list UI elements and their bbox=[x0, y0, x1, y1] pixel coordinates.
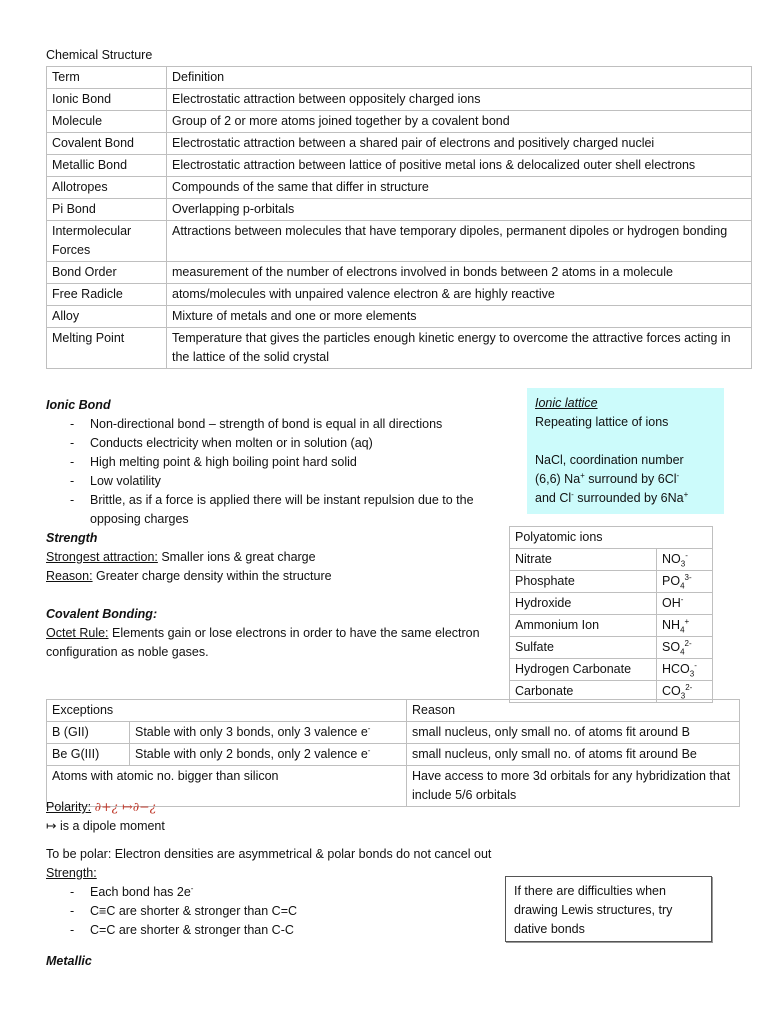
table-row bbox=[47, 284, 752, 306]
text: and Cl bbox=[535, 491, 572, 505]
table-row bbox=[47, 111, 752, 133]
table-row bbox=[47, 328, 752, 369]
ion-formula bbox=[657, 637, 713, 659]
term-cell: Intermolecular Forces bbox=[47, 221, 167, 262]
element-cell: Be G(III) bbox=[47, 744, 130, 766]
ion-formula bbox=[657, 549, 713, 571]
superscript: - bbox=[367, 745, 371, 755]
table-header-row bbox=[510, 527, 713, 549]
ionic-bond-heading: Ionic Bond bbox=[46, 398, 111, 412]
exception-desc-cell bbox=[130, 744, 407, 766]
ion-name: Carbonate bbox=[510, 681, 657, 703]
polar-condition-line: To be polar: Electron densities are asymmetrical & polar bonds do not cancel out bbox=[46, 847, 492, 861]
exceptions-table bbox=[46, 699, 740, 807]
strongest-attraction-label: Strongest attraction: bbox=[46, 550, 158, 564]
covalent-bonding-heading: Covalent Bonding: bbox=[46, 607, 158, 621]
table-row bbox=[47, 722, 740, 744]
strength-heading: Strength bbox=[46, 531, 98, 545]
text: surround by 6Cl bbox=[584, 472, 677, 486]
dipole-moment-line: ↦ is a dipole moment bbox=[46, 819, 165, 833]
formula-sub: 4 bbox=[680, 647, 685, 657]
definition-cell: atoms/molecules with unpaired valence electron & are highly reactive bbox=[167, 284, 752, 306]
table-row bbox=[47, 177, 752, 199]
strongest-attraction-text: Smaller ions & great charge bbox=[157, 550, 316, 564]
term-cell: Bond Order bbox=[47, 262, 167, 284]
ion-name: Ammonium Ion bbox=[510, 615, 657, 637]
polarity-label: Polarity: bbox=[46, 800, 92, 814]
polar-strength-label: Strength: bbox=[46, 866, 97, 880]
definition-cell: Overlapping p-orbitals bbox=[167, 199, 752, 221]
ionic-lattice-line4 bbox=[535, 489, 724, 508]
list-item: - Non-directional bond – strength of bond is equal in all directions bbox=[46, 415, 506, 434]
exception-desc-cell bbox=[130, 722, 407, 744]
table-row bbox=[510, 659, 713, 681]
definition-cell: Electrostatic attraction between lattice of positive metal ions & delocalized outer shell electrons bbox=[167, 155, 752, 177]
superscript: - bbox=[367, 723, 371, 733]
metallic-heading: Metallic bbox=[46, 954, 92, 968]
term-cell: Melting Point bbox=[47, 328, 167, 369]
superscript: - bbox=[676, 470, 680, 480]
ion-name: Hydrogen Carbonate bbox=[510, 659, 657, 681]
lewis-tip-box bbox=[505, 876, 712, 942]
formula-sup: - bbox=[694, 660, 697, 670]
polyatomic-ions-table bbox=[509, 526, 713, 703]
term-cell: Free Radicle bbox=[47, 284, 167, 306]
table-row bbox=[510, 615, 713, 637]
term-cell: Pi Bond bbox=[47, 199, 167, 221]
list-item: - Low volatility bbox=[46, 472, 506, 491]
ion-name: Nitrate bbox=[510, 549, 657, 571]
header-reason: Reason bbox=[407, 700, 740, 722]
definition-cell: Electrostatic attraction between a shared pair of electrons and positively charged nuclei bbox=[167, 133, 752, 155]
list-item: - Conducts electricity when molten or in solution (aq) bbox=[46, 434, 506, 453]
superscript: + bbox=[683, 489, 689, 499]
ionic-lattice-line2: NaCl, coordination number bbox=[535, 453, 684, 467]
ionic-lattice-line3 bbox=[535, 470, 724, 489]
superscript: - bbox=[190, 883, 194, 893]
octet-rule-label: Octet Rule: bbox=[46, 626, 109, 640]
table-header-row bbox=[47, 67, 752, 89]
spacer bbox=[46, 836, 606, 845]
reason-line bbox=[46, 567, 506, 586]
table-row bbox=[510, 637, 713, 659]
text: surrounded by 6Na bbox=[573, 491, 684, 505]
lewis-tip-text: If there are difficulties when drawing Lewis structures, try dative bonds bbox=[514, 884, 673, 936]
polarity-line bbox=[46, 797, 606, 817]
table-header-row bbox=[47, 700, 740, 722]
text: Stable with only 3 bonds, only 3 valence e bbox=[135, 725, 368, 739]
formula-base: CO bbox=[662, 684, 681, 698]
text: Stable with only 2 bonds, only 2 valence e bbox=[135, 747, 368, 761]
reason-cell: small nucleus, only small no. of atoms fit around Be bbox=[407, 744, 740, 766]
formula-base: SO bbox=[662, 640, 681, 654]
list-item: - High melting point & high boiling point hard solid bbox=[46, 453, 506, 472]
octet-rule-text: Elements gain or lose electrons in order to have the same electron configuration as noble gases. bbox=[46, 626, 480, 659]
table-row bbox=[47, 306, 752, 328]
spacer bbox=[46, 586, 506, 605]
table-row bbox=[47, 133, 752, 155]
definition-cell: Temperature that gives the particles enough kinetic energy to overcome the attractive forces acting in the lattice of the solid crystal bbox=[167, 328, 752, 369]
table-row bbox=[47, 89, 752, 111]
ion-name: Hydroxide bbox=[510, 593, 657, 615]
formula-sup: 2- bbox=[685, 682, 693, 692]
table-row bbox=[47, 221, 752, 262]
formula-base: OH bbox=[662, 596, 681, 610]
superscript: + bbox=[580, 470, 585, 480]
spacer bbox=[535, 432, 724, 451]
formula-sub: 3 bbox=[680, 691, 686, 701]
list-item: - C=C are shorter & stronger than C-C bbox=[46, 921, 606, 940]
ionic-lattice-line1: Repeating lattice of ions bbox=[535, 415, 669, 429]
ionic-bond-section bbox=[46, 396, 506, 662]
definition-cell: Electrostatic attraction between oppositely charged ions bbox=[167, 89, 752, 111]
exception-desc-cell: Atoms with atomic no. bigger than silicon bbox=[47, 766, 407, 807]
term-cell: Molecule bbox=[47, 111, 167, 133]
strongest-attraction-line bbox=[46, 548, 506, 567]
formula-sup: - bbox=[685, 550, 688, 560]
table-row bbox=[47, 744, 740, 766]
term-cell: Metallic Bond bbox=[47, 155, 167, 177]
ion-formula bbox=[657, 593, 713, 615]
formula-sub: 3 bbox=[680, 559, 686, 569]
reason-cell: Have access to more 3d orbitals for any hybridization that include 5/6 orbitals bbox=[407, 766, 740, 807]
formula-sub: 4 bbox=[680, 625, 685, 635]
term-cell: Alloy bbox=[47, 306, 167, 328]
definition-cell: measurement of the number of electrons involved in bonds between 2 atoms in a molecule bbox=[167, 262, 752, 284]
table-row bbox=[510, 593, 713, 615]
ionic-lattice-box bbox=[527, 388, 724, 514]
definition-cell: Compounds of the same that differ in structure bbox=[167, 177, 752, 199]
reason-text: Greater charge density within the structure bbox=[92, 569, 332, 583]
ion-name: Sulfate bbox=[510, 637, 657, 659]
list-item: - Brittle, as if a force is applied there will be instant repulsion due to the opposing charges bbox=[46, 491, 506, 529]
table-row bbox=[47, 155, 752, 177]
ionic-bond-list bbox=[46, 415, 506, 529]
term-cell: Ionic Bond bbox=[47, 89, 167, 111]
definition-cell: Attractions between molecules that have temporary dipoles, permanent dipoles or hydrogen bonding bbox=[167, 221, 752, 262]
term-cell: Allotropes bbox=[47, 177, 167, 199]
ionic-lattice-heading: Ionic lattice bbox=[535, 396, 598, 410]
definitions-table bbox=[46, 66, 752, 369]
list-item: - C≡C are shorter & stronger than C=C bbox=[46, 902, 606, 921]
ion-name: Phosphate bbox=[510, 571, 657, 593]
header-definition: Definition bbox=[167, 67, 752, 89]
table-row bbox=[47, 262, 752, 284]
reason-cell: small nucleus, only small no. of atoms fit around B bbox=[407, 722, 740, 744]
header-exceptions: Exceptions bbox=[47, 700, 407, 722]
header-term: Term bbox=[47, 67, 167, 89]
formula-sup: + bbox=[684, 616, 690, 626]
definition-cell: Mixture of metals and one or more elements bbox=[167, 306, 752, 328]
table-row bbox=[47, 199, 752, 221]
formula-base: PO bbox=[662, 574, 681, 588]
text: (6,6) Na bbox=[535, 472, 581, 486]
section-title-chemical-structure: Chemical Structure bbox=[46, 48, 153, 62]
formula-sub: 4 bbox=[680, 581, 685, 591]
octet-rule-line bbox=[46, 624, 486, 662]
table-row bbox=[510, 571, 713, 593]
superscript: - bbox=[571, 489, 574, 499]
ion-formula bbox=[657, 659, 713, 681]
text: Each bond has 2e bbox=[90, 885, 191, 899]
polarity-formula: ∂+¿ ↦∂−¿ bbox=[94, 799, 157, 814]
formula-base: NO bbox=[662, 552, 681, 566]
ion-formula bbox=[657, 571, 713, 593]
ion-formula bbox=[657, 615, 713, 637]
polyatomic-header: Polyatomic ions bbox=[510, 527, 713, 549]
term-cell: Covalent Bond bbox=[47, 133, 167, 155]
table-row bbox=[510, 549, 713, 571]
formula-base: NH bbox=[662, 618, 681, 632]
element-cell: B (GII) bbox=[47, 722, 130, 744]
formula-sup: 3- bbox=[684, 572, 692, 582]
formula-sup: - bbox=[680, 594, 684, 604]
formula-sub: 3 bbox=[689, 669, 695, 679]
formula-base: HCO bbox=[662, 662, 690, 676]
reason-label: Reason: bbox=[46, 569, 93, 583]
formula-sup: 2- bbox=[684, 638, 692, 648]
definition-cell: Group of 2 or more atoms joined together by a covalent bond bbox=[167, 111, 752, 133]
